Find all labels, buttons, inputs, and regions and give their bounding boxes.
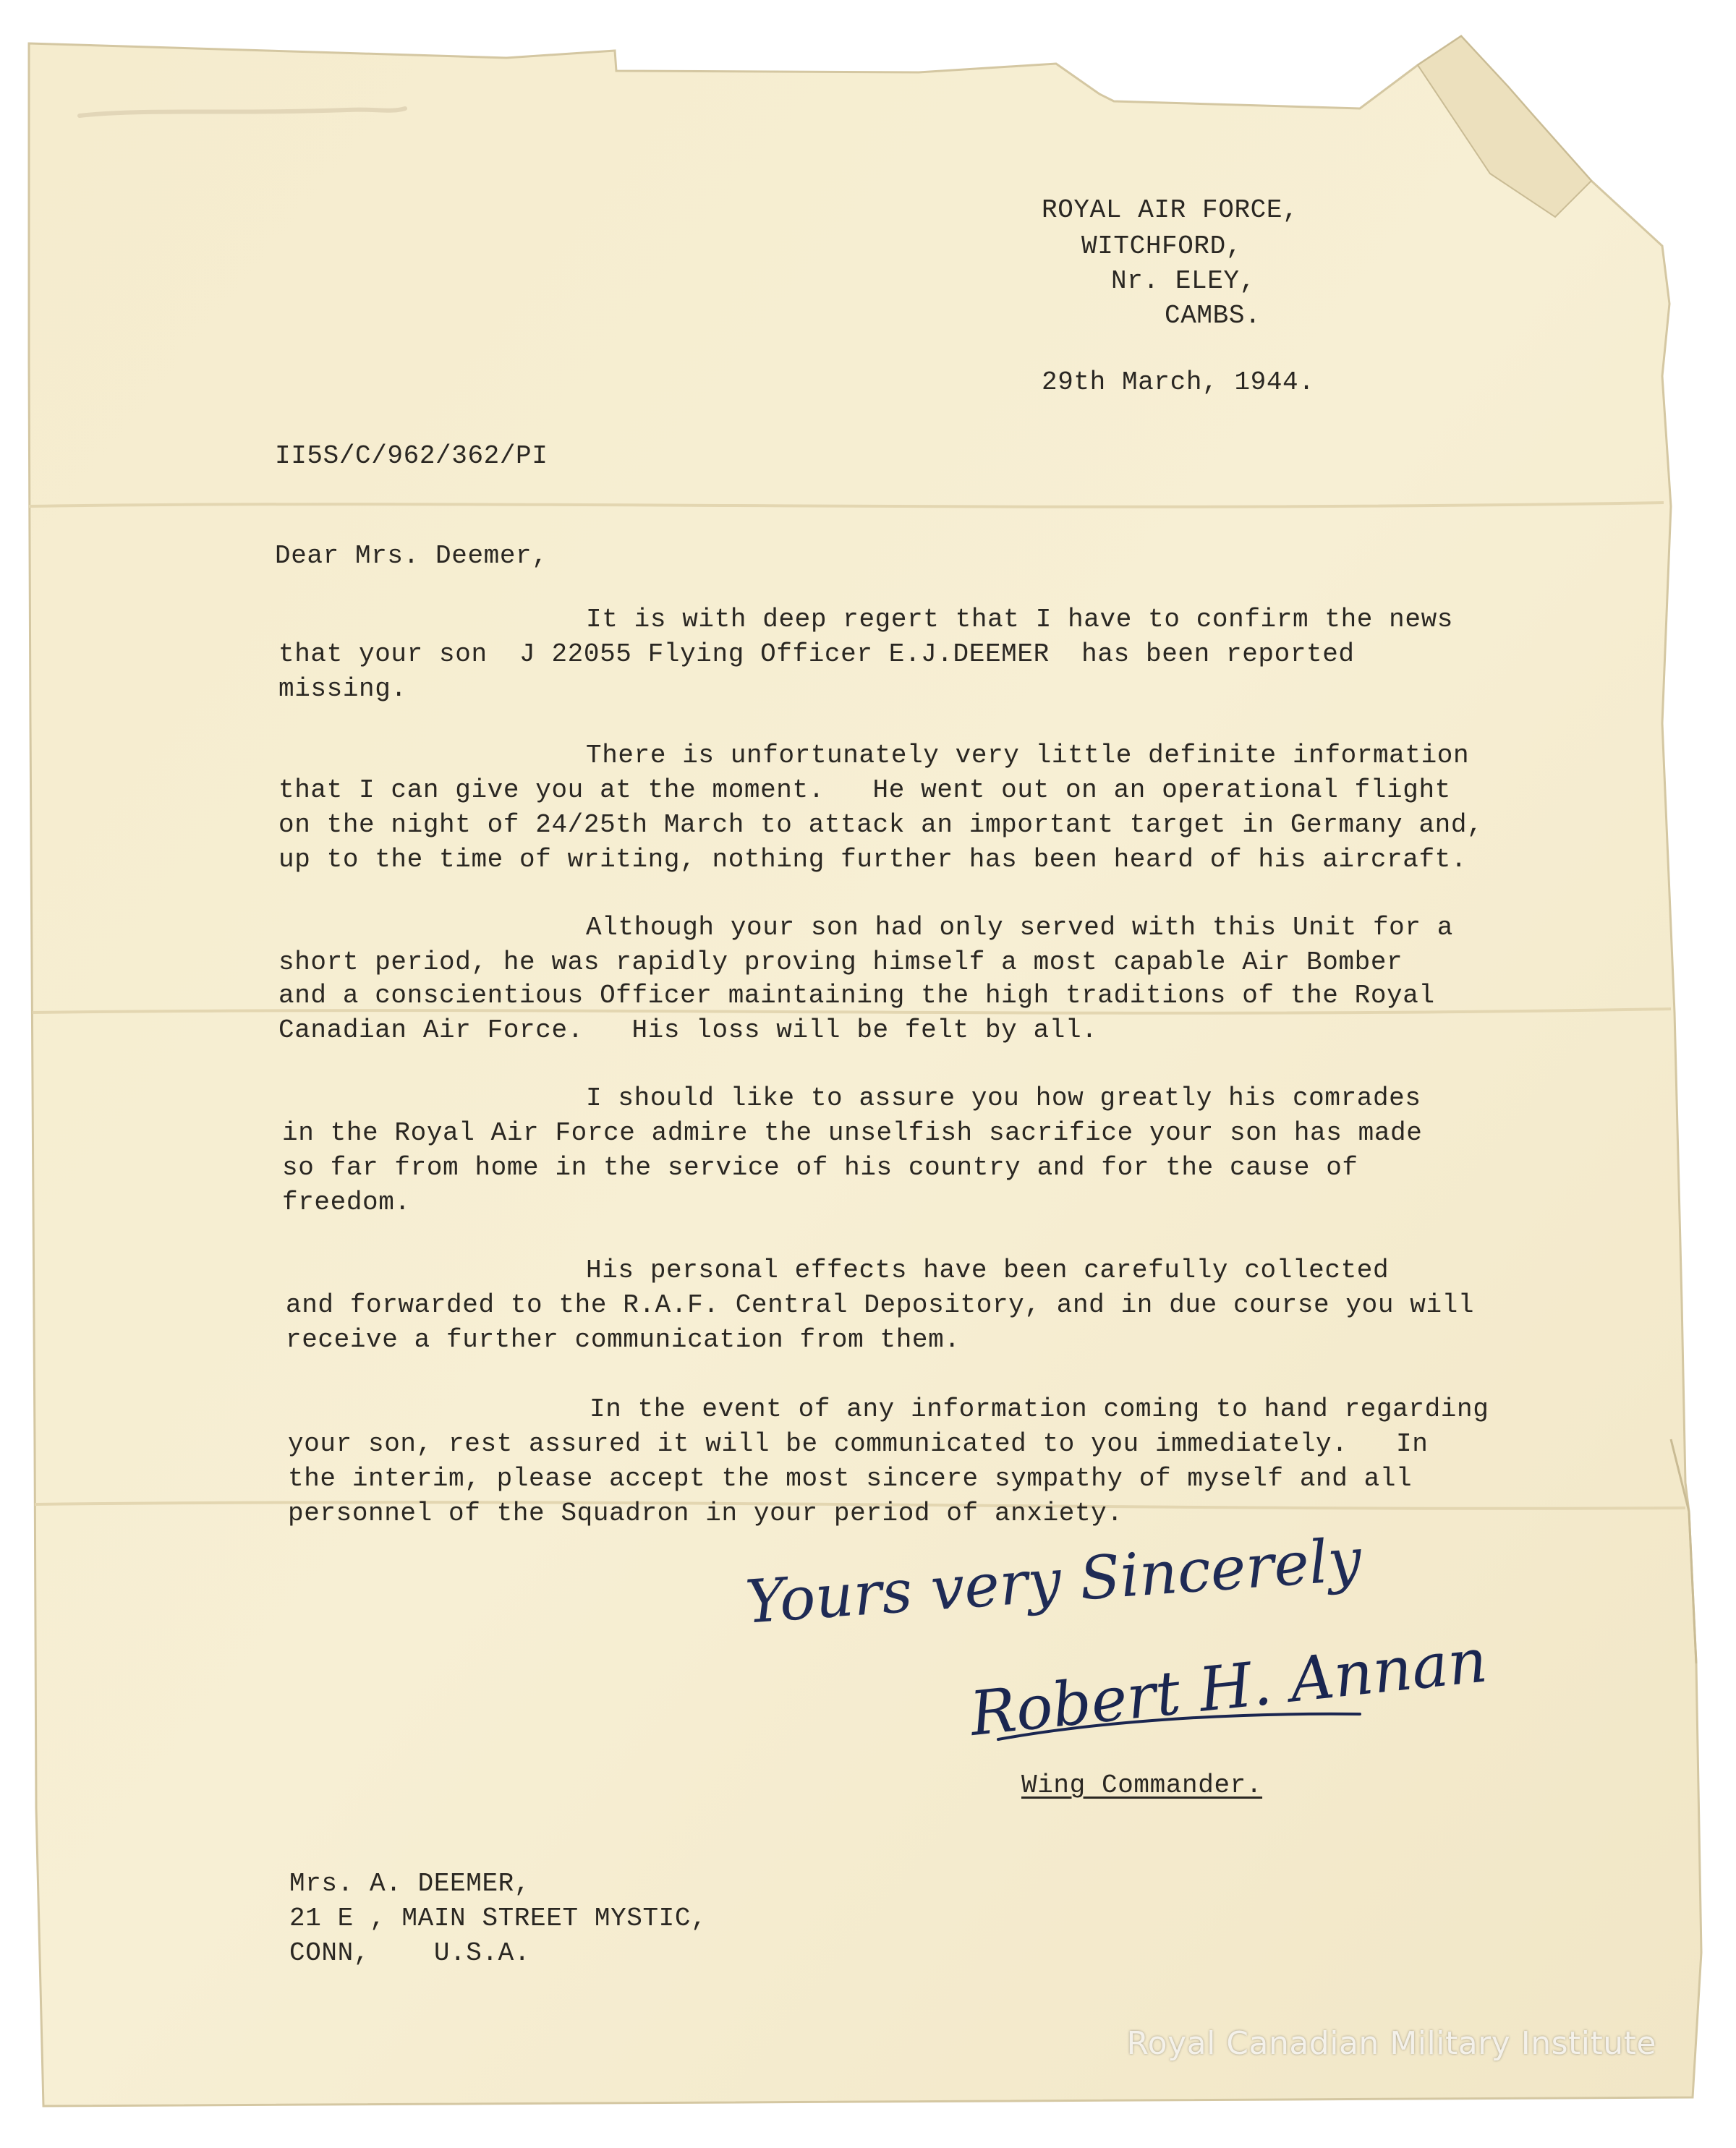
p1-line-1: It is with deep regert that I have to confirm the news	[586, 605, 1453, 634]
salutation: Dear Mrs. Deemer,	[275, 541, 548, 571]
signatory-title: Wing Commander.	[1021, 1770, 1263, 1800]
letterhead-line-1: ROYAL AIR FORCE,	[1042, 195, 1299, 225]
signature-text: Robert H. Annan	[966, 1624, 1491, 1749]
p3-line-2: short period, he was rapidly proving himself a most capable Air Bomber	[278, 947, 1403, 977]
address-line-1: Mrs. A. DEEMER,	[289, 1869, 531, 1898]
p5-line-3: receive a further communication from them.	[286, 1325, 961, 1355]
p4-line-4: freedom.	[282, 1188, 411, 1217]
letterhead-line-4: CAMBS.	[1165, 301, 1261, 331]
p2-line-4: up to the time of writing, nothing further has been heard of his aircraft.	[278, 845, 1468, 874]
p2-line-2: that I can give you at the moment. He went out on an operational flight	[278, 775, 1451, 805]
p1-line-3: missing.	[278, 674, 407, 704]
p3-line-4: Canadian Air Force. His loss will be felt by all.	[278, 1015, 1098, 1045]
p6-line-3: the interim, please accept the most sincere sympathy of myself and all	[288, 1464, 1413, 1493]
p4-line-3: so far from home in the service of his country and for the cause of	[282, 1153, 1358, 1182]
p2-line-1: There is unfortunately very little definite information	[586, 741, 1470, 770]
p4-line-2: in the Royal Air Force admire the unselfish sacrifice your son has made	[282, 1118, 1423, 1148]
handwritten-closing-text: Yours very Sincerely	[743, 1525, 1364, 1637]
p6-line-1: In the event of any information coming to hand regarding	[590, 1394, 1489, 1424]
address-line-2: 21 E , MAIN STREET MYSTIC,	[289, 1904, 707, 1933]
p5-line-2: and forwarded to the R.A.F. Central Depository, and in due course you will	[286, 1290, 1475, 1320]
p6-line-4: personnel of the Squadron in your period of anxiety.	[288, 1499, 1123, 1528]
p3-line-3: and a conscientious Officer maintaining the high traditions of the Royal	[278, 981, 1435, 1010]
handwritten-closing	[731, 1525, 1364, 1637]
letterhead-line-3: Nr. ELEY,	[1111, 266, 1256, 296]
p5-line-1: His personal effects have been carefully collected	[586, 1256, 1390, 1285]
p6-line-2: your son, rest assured it will be communicated to you immediately. In	[288, 1429, 1429, 1459]
p1-line-2: that your son J 22055 Flying Officer E.J.DEEMER has been reported	[278, 639, 1355, 669]
reference-number: II5S/C/962/362/PI	[275, 441, 548, 471]
letterhead-line-2: WITCHFORD,	[1081, 231, 1243, 261]
watermark-caption: Royal Canadian Military Institute	[1126, 2025, 1656, 2062]
p2-line-3: on the night of 24/25th March to attack an important target in Germany and,	[278, 810, 1484, 840]
letter-date: 29th March, 1944.	[1042, 367, 1315, 397]
p4-line-1: I should like to assure you how greatly his comrades	[586, 1083, 1421, 1113]
p3-line-1: Although your son had only served with this Unit for a	[586, 913, 1453, 942]
signature	[955, 1624, 1491, 1765]
address-line-3: CONN, U.S.A.	[289, 1938, 531, 1968]
paper-body	[29, 36, 1701, 2106]
